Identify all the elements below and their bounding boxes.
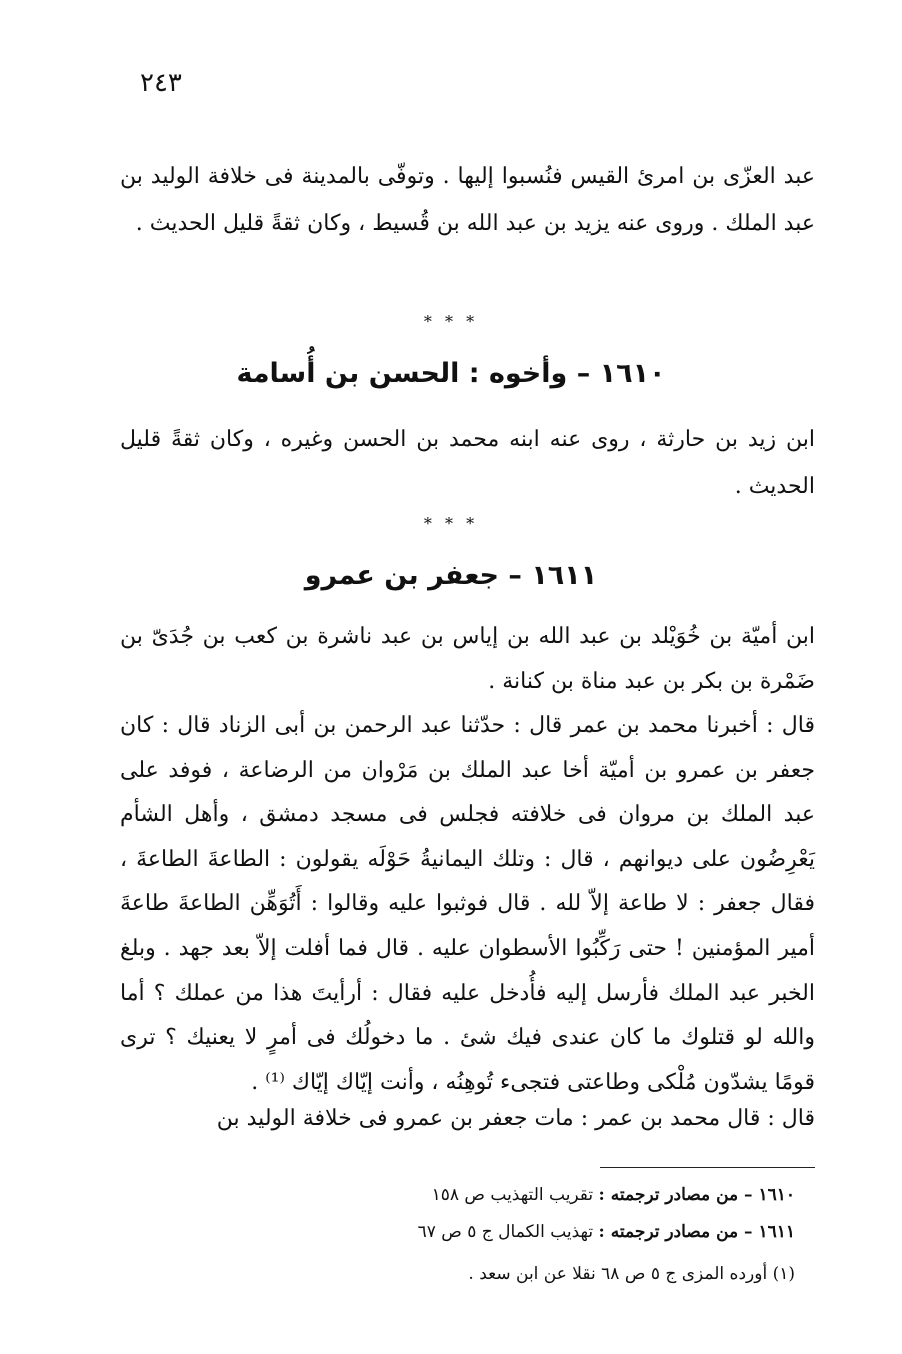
entry-1611-heading: ١٦١١ – جعفر بن عمرو <box>304 560 598 591</box>
footnote-1611-label: ١٦١١ – من مصادر ترجمته : <box>598 1222 795 1242</box>
footnote-ref-1: (١) أورده المزى ج ٥ ص ٦٨ نقلا عن ابن سعد . <box>468 1264 795 1284</box>
entry-1610-heading: ١٦١٠ – وأخوه : الحسن بن أُسامة <box>236 358 666 389</box>
entry-1611-story: قال : أخبرنا محمد بن عمر قال : حدّثنا عبد الرحمن بن أبى الزناد قال : كان جعفر بن عمرو بن أميّة أخا عبد الملك بن مَرْوان من الرضاعة ، فوفد على عبد الملك بن مروان فى خلافته فجلس فى مسجد دمشق ، وأهل الشأم يَعْرِضُون على ديوانهم ، قال : وتلك اليمانيةُ حَوْلَه يقولون : الطاعةَ الطاعةَ ، فقال جعفر : لا طاعة إلاّ لله . قال فوثبوا عليه وقالوا : أَتُوَهِّن الطاعةَ طاعةَ أمير المؤمنين ! حتى رَكِّبُوا الأسطوان عليه . قال فما أفلت إلاّ بعد جهد . وبلغ الخبر عبد الملك فأرسل إليه فأُدخل عليه فقال : أرأيتَ هذا من عملك ؟ أما والله لو قتلوك ما كان عندى فيك شئ . ما دخولُك فى أمرٍ لا يعنيك ؟ ترى قومًا يشدّون مُلْكى وطاعتى فتجىء تُوهِنُه ، وأنت إيّاك إيّاك ⁽¹⁾ . <box>120 713 815 1095</box>
section-separator-2: * * * <box>423 514 479 533</box>
footnote-1610-text: تقريب التهذيب ص ١٥٨ <box>431 1185 594 1205</box>
entry-1611-lineage: ابن أميّة بن خُوَيْلد بن عبد الله بن إياس بن عبد ناشرة بن كعب بن جُدَىّ بن ضَمْرة بن بكر بن عبد مناة بن كنانة . <box>120 624 815 694</box>
entry-1610-text: ابن زيد بن حارثة ، روى عنه ابنه محمد بن الحسن وغيره ، وكان ثقةً قليل الحديث . <box>120 427 815 499</box>
footnote-1610 <box>250 1187 795 1204</box>
footnote-1610-label: ١٦١٠ – من مصادر ترجمته : <box>598 1185 795 1205</box>
footnote-1611 <box>250 1224 795 1241</box>
continuation-paragraph: عبد العزّى بن امرئ القيس فنُسبوا إليها . وتوفّى بالمدينة فى خلافة الوليد بن عبد الملك . وروى عنه يزيد بن عبد الله بن قُسيط ، وكان ثقةً قليل الحديث . <box>120 164 815 236</box>
footnote-rule <box>600 1167 815 1168</box>
section-separator-1: * * * <box>423 312 479 331</box>
page-number: ٢٤٣ <box>140 68 182 98</box>
footnote-1611-text: تهذيب الكمال ج ٥ ص ٦٧ <box>417 1222 594 1242</box>
entry-1611-closing: قال : قال محمد بن عمر : مات جعفر بن عمرو فى خلافة الوليد بن <box>216 1106 815 1131</box>
